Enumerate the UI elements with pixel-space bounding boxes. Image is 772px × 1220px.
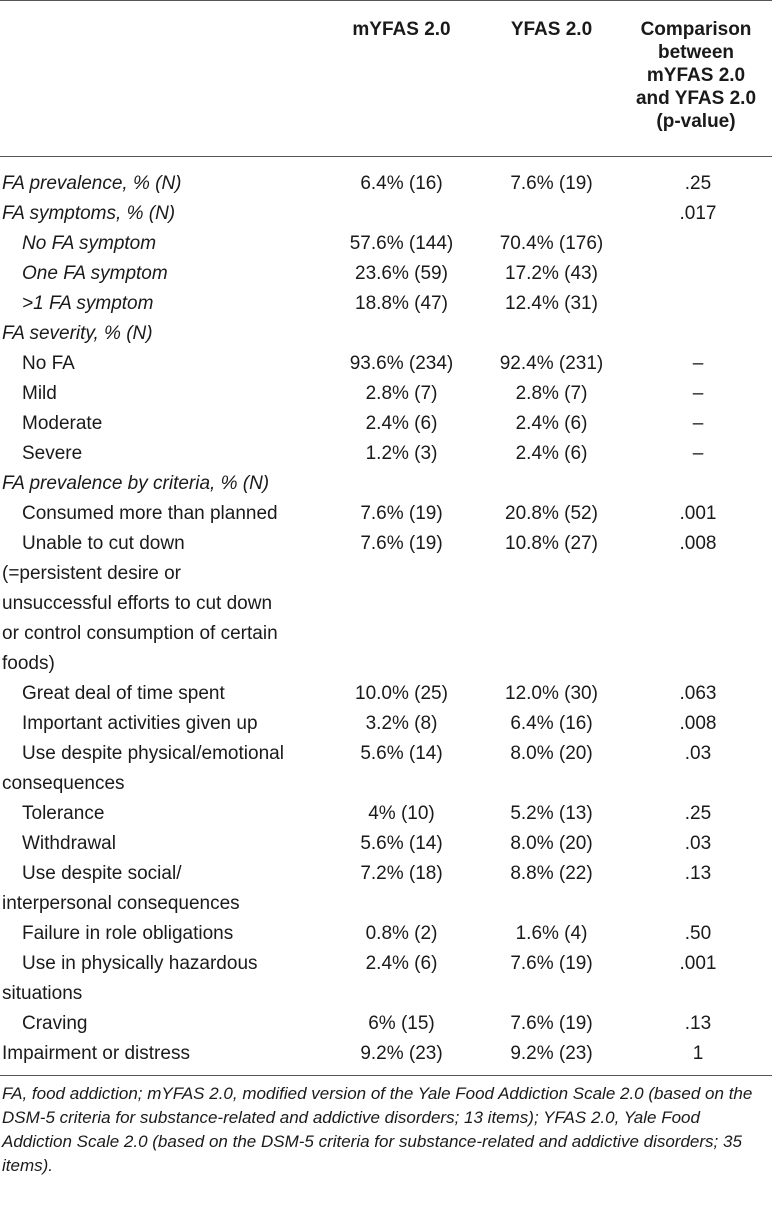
cell-myfas bbox=[324, 319, 479, 349]
row-label-text: FA severity, % (N) bbox=[2, 323, 153, 344]
cell-myfas: 10.0% (25) bbox=[355, 683, 448, 704]
cell-myfas: 6.4% (16) bbox=[360, 173, 443, 194]
row-label-text: Withdrawal bbox=[22, 833, 116, 854]
table-row bbox=[0, 1039, 772, 1076]
row-label bbox=[0, 157, 324, 200]
table-row bbox=[0, 319, 772, 349]
cell-p-value bbox=[624, 289, 772, 319]
table-body bbox=[0, 157, 772, 1076]
row-label-text: Tolerance bbox=[22, 803, 105, 824]
cell-myfas: 5.6% (14) bbox=[360, 743, 443, 764]
row-label-text: Mild bbox=[22, 383, 57, 404]
row-label-text: No FA bbox=[22, 353, 75, 374]
cell-p-value: .03 bbox=[684, 833, 712, 854]
row-label bbox=[0, 1009, 324, 1039]
table-row bbox=[0, 499, 772, 529]
row-label bbox=[0, 679, 324, 709]
table-row bbox=[0, 289, 772, 319]
row-label-text: Great deal of time spent bbox=[22, 683, 225, 704]
cell-myfas: 5.6% (14) bbox=[360, 833, 443, 854]
table-row bbox=[0, 439, 772, 469]
cell-myfas: 7.6% (19) bbox=[360, 503, 443, 524]
header-comparison-line: and YFAS 2.0 bbox=[635, 88, 757, 109]
table-row bbox=[0, 379, 772, 409]
cell-myfas: 4% (10) bbox=[368, 803, 435, 824]
cell-yfas: 7.6% (19) bbox=[510, 1013, 593, 1034]
cell-myfas: 9.2% (23) bbox=[360, 1043, 443, 1064]
row-label bbox=[0, 949, 324, 1009]
cell-p-value: 1 bbox=[692, 1043, 704, 1064]
header-comparison bbox=[624, 1, 772, 157]
header-yfas: YFAS 2.0 bbox=[510, 19, 593, 40]
row-label bbox=[0, 409, 324, 439]
table-row bbox=[0, 469, 772, 499]
row-label bbox=[0, 349, 324, 379]
cell-p-value bbox=[624, 319, 772, 349]
row-label-continuation: (=persistent desire or bbox=[2, 563, 181, 584]
cell-yfas: 10.8% (27) bbox=[505, 533, 598, 554]
cell-p-value: .008 bbox=[679, 533, 717, 554]
header-comparison-line: (p-value) bbox=[656, 111, 736, 132]
cell-myfas bbox=[324, 199, 479, 229]
cell-yfas: 70.4% (176) bbox=[499, 233, 604, 254]
row-label-text: FA symptoms, % (N) bbox=[2, 203, 176, 224]
row-label bbox=[0, 289, 324, 319]
cell-yfas bbox=[479, 469, 624, 499]
row-label-text: Severe bbox=[22, 443, 83, 464]
row-label-text: Important activities given up bbox=[22, 713, 258, 734]
table-footnote: FA, food addiction; mYFAS 2.0, modified version of the Yale Food Addiction Scale 2.0 (based on the DSM-5 criteria for substance-related and addictive disorders; 13 items); YFAS 2.0, Yale Food Addiction Scale 2.0 (based on the DSM-5 criteria for substance-related and addictive disorders; 35 items). bbox=[2, 1084, 753, 1175]
cell-yfas: 8.0% (20) bbox=[510, 833, 593, 854]
cell-p-value: .50 bbox=[684, 923, 712, 944]
row-label-text: FA prevalence by criteria, % (N) bbox=[2, 473, 270, 494]
cell-myfas: 7.6% (19) bbox=[360, 533, 443, 554]
row-label bbox=[0, 229, 324, 259]
cell-yfas bbox=[479, 199, 624, 229]
cell-p-value: .13 bbox=[684, 1013, 712, 1034]
row-label bbox=[0, 829, 324, 859]
header-myfas: mYFAS 2.0 bbox=[352, 19, 451, 40]
row-label-continuation: situations bbox=[2, 983, 83, 1004]
table-row bbox=[0, 1009, 772, 1039]
row-label-text: One FA symptom bbox=[22, 263, 168, 284]
cell-yfas bbox=[479, 319, 624, 349]
row-label-text: Consumed more than planned bbox=[22, 503, 278, 524]
row-label-text: Craving bbox=[22, 1013, 88, 1034]
row-label bbox=[0, 739, 324, 799]
cell-p-value: .017 bbox=[679, 203, 717, 224]
row-label bbox=[0, 319, 324, 349]
row-label bbox=[0, 799, 324, 829]
row-label-text: No FA symptom bbox=[22, 233, 157, 254]
cell-yfas: 6.4% (16) bbox=[510, 713, 593, 734]
cell-p-value: .001 bbox=[679, 953, 717, 974]
row-label bbox=[0, 499, 324, 529]
cell-yfas: 17.2% (43) bbox=[505, 263, 598, 284]
table-row bbox=[0, 679, 772, 709]
table-row bbox=[0, 409, 772, 439]
row-label-text: Unable to cut down bbox=[22, 533, 185, 554]
cell-yfas: 12.4% (31) bbox=[505, 293, 598, 314]
row-label bbox=[0, 439, 324, 469]
row-label-continuation: consequences bbox=[2, 773, 125, 794]
header-comparison-line: between bbox=[657, 42, 735, 63]
cell-p-value: .13 bbox=[684, 863, 712, 884]
cell-myfas: 7.2% (18) bbox=[360, 863, 443, 884]
cell-myfas: 1.2% (3) bbox=[365, 443, 438, 464]
cell-yfas: 20.8% (52) bbox=[505, 503, 598, 524]
cell-myfas: 6% (15) bbox=[368, 1013, 435, 1034]
cell-p-value: – bbox=[692, 353, 704, 374]
row-label-text: Use in physically hazardous bbox=[22, 953, 258, 974]
cell-yfas: 2.4% (6) bbox=[515, 413, 588, 434]
cell-p-value: .008 bbox=[679, 713, 717, 734]
cell-yfas: 7.6% (19) bbox=[510, 953, 593, 974]
row-label-text: Moderate bbox=[22, 413, 103, 434]
row-label bbox=[0, 469, 324, 499]
cell-yfas: 9.2% (23) bbox=[510, 1043, 593, 1064]
row-label-continuation: unsuccessful efforts to cut down bbox=[2, 593, 273, 614]
row-label-text: FA prevalence, % (N) bbox=[2, 173, 182, 194]
table-row bbox=[0, 199, 772, 229]
cell-myfas: 23.6% (59) bbox=[355, 263, 448, 284]
row-label-text: Impairment or distress bbox=[2, 1043, 190, 1064]
cell-myfas: 3.2% (8) bbox=[365, 713, 438, 734]
cell-p-value: .25 bbox=[684, 803, 712, 824]
cell-yfas: 8.0% (20) bbox=[510, 743, 593, 764]
table-header bbox=[0, 1, 772, 157]
cell-yfas: 7.6% (19) bbox=[510, 173, 593, 194]
cell-yfas: 12.0% (30) bbox=[505, 683, 598, 704]
cell-p-value bbox=[624, 259, 772, 289]
row-label-continuation: interpersonal consequences bbox=[2, 893, 240, 914]
cell-p-value: – bbox=[692, 413, 704, 434]
table-row bbox=[0, 919, 772, 949]
table-row bbox=[0, 829, 772, 859]
row-label-continuation: foods) bbox=[2, 653, 55, 674]
table-row bbox=[0, 799, 772, 829]
cell-myfas bbox=[324, 469, 479, 499]
row-label bbox=[0, 859, 324, 919]
row-label-text: Use despite physical/emotional bbox=[22, 743, 284, 764]
header-comparison-line: mYFAS 2.0 bbox=[646, 65, 746, 86]
cell-myfas: 2.4% (6) bbox=[365, 953, 438, 974]
cell-yfas: 2.4% (6) bbox=[515, 443, 588, 464]
cell-myfas: 93.6% (234) bbox=[349, 353, 454, 374]
cell-myfas: 18.8% (47) bbox=[355, 293, 448, 314]
row-label bbox=[0, 199, 324, 229]
cell-myfas: 2.8% (7) bbox=[365, 383, 438, 404]
cell-myfas: 0.8% (2) bbox=[365, 923, 438, 944]
table-row bbox=[0, 349, 772, 379]
row-label bbox=[0, 919, 324, 949]
row-label-text: >1 FA symptom bbox=[22, 293, 154, 314]
header-label-column bbox=[0, 1, 324, 157]
table-row bbox=[0, 709, 772, 739]
cell-p-value bbox=[624, 229, 772, 259]
row-label bbox=[0, 709, 324, 739]
row-label bbox=[0, 1039, 324, 1076]
cell-p-value: .25 bbox=[684, 173, 712, 194]
row-label bbox=[0, 379, 324, 409]
row-label bbox=[0, 259, 324, 289]
row-label bbox=[0, 529, 324, 679]
cell-p-value: .03 bbox=[684, 743, 712, 764]
table-row bbox=[0, 859, 772, 919]
cell-p-value: – bbox=[692, 443, 704, 464]
cell-myfas: 57.6% (144) bbox=[349, 233, 454, 254]
header-comparison-line: Comparison bbox=[640, 19, 752, 40]
cell-p-value bbox=[624, 469, 772, 499]
row-label-text: Use despite social/ bbox=[22, 863, 182, 884]
cell-yfas: 2.8% (7) bbox=[515, 383, 588, 404]
table-row bbox=[0, 739, 772, 799]
cell-yfas: 92.4% (231) bbox=[499, 353, 604, 374]
cell-p-value: .001 bbox=[679, 503, 717, 524]
table-row bbox=[0, 157, 772, 200]
row-label-text: Failure in role obligations bbox=[22, 923, 234, 944]
row-label-continuation: or control consumption of certain bbox=[2, 623, 278, 644]
cell-yfas: 1.6% (4) bbox=[515, 923, 588, 944]
table-row bbox=[0, 259, 772, 289]
cell-myfas: 2.4% (6) bbox=[365, 413, 438, 434]
cell-p-value: – bbox=[692, 383, 704, 404]
table-row bbox=[0, 949, 772, 1009]
table-row bbox=[0, 229, 772, 259]
cell-p-value: .063 bbox=[679, 683, 717, 704]
table-row bbox=[0, 529, 772, 679]
cell-yfas: 5.2% (13) bbox=[510, 803, 593, 824]
cell-yfas: 8.8% (22) bbox=[510, 863, 593, 884]
